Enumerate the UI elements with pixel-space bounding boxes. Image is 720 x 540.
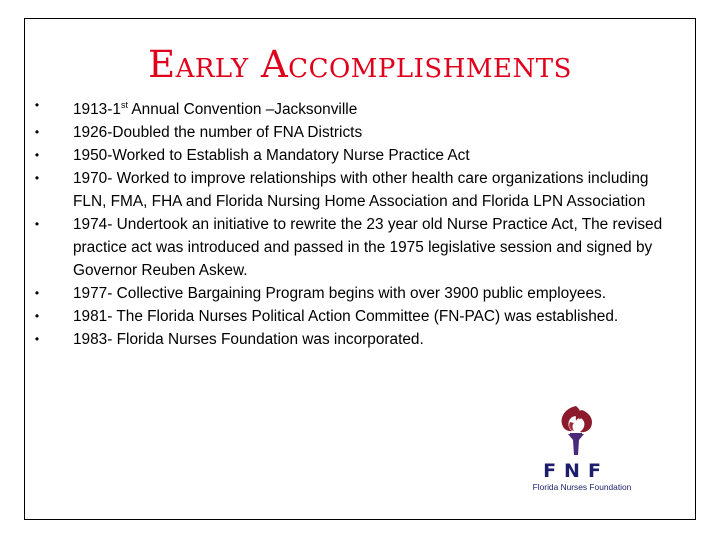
- accomplishments-list: [30, 94, 680, 351]
- list-item: [30, 121, 680, 144]
- item-text: 1981- The Florida Nurses Political Action Committee (FN-PAC) was established.: [73, 308, 619, 326]
- list-item: [30, 328, 680, 351]
- list-item: [30, 213, 680, 282]
- bullet-icon: •: [34, 171, 40, 186]
- bullet-icon: •: [34, 125, 40, 140]
- list-item: [30, 305, 680, 328]
- item-text-superscript: st: [120, 100, 128, 110]
- slide-title: Early Accomplishments: [148, 43, 572, 86]
- item-text: 1974- Undertook an initiative to rewrite the 23 year old Nurse Practice Act, The revised practice act was introduced and passed in the 1975 legislative session and signed by Governor Reuben Askew.: [73, 216, 663, 280]
- item-text: 1983- Florida Nurses Foundation was incorporated.: [73, 331, 424, 349]
- logo-letters: FNF: [543, 460, 609, 482]
- bullet-icon: •: [34, 98, 40, 112]
- item-text-year: 1913-1: [73, 101, 121, 119]
- item-text: 1950-Worked to Establish a Mandatory Nurse Practice Act: [73, 147, 470, 165]
- list-item: [30, 144, 680, 167]
- list-item: [30, 282, 680, 305]
- list-item: [30, 94, 680, 121]
- item-text: 1977- Collective Bargaining Program begins with over 3900 public employees.: [73, 285, 606, 303]
- bullet-icon: •: [34, 332, 40, 347]
- fnf-logo: [524, 400, 640, 496]
- item-text: Annual Convention –Jacksonville: [127, 101, 358, 119]
- bullet-icon: •: [34, 286, 40, 301]
- torch-flame-icon: [524, 400, 628, 460]
- bullet-icon: •: [34, 309, 40, 324]
- bullet-icon: •: [34, 148, 40, 163]
- logo-caption: Florida Nurses Foundation: [532, 482, 632, 492]
- item-text: 1926-Doubled the number of FNA Districts: [73, 124, 363, 142]
- bullet-icon: •: [34, 217, 40, 232]
- list-item: [30, 167, 680, 213]
- item-text: 1970- Worked to improve relationships with other health care organizations including FLN, FMA, FHA and Florida Nursing Home Association and Florida LPN Association: [73, 170, 649, 211]
